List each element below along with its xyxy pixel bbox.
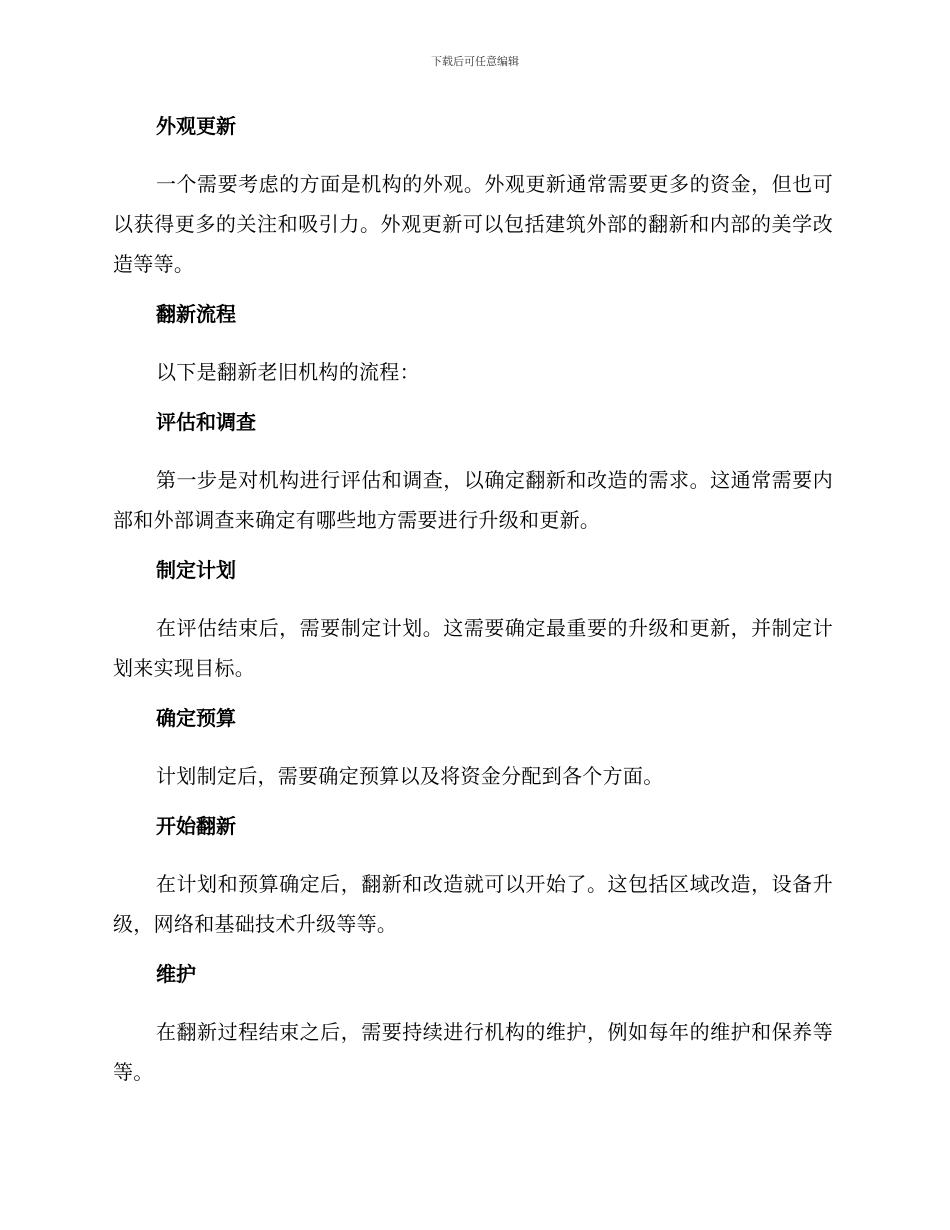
section-paragraph: 第一步是对机构进行评估和调查，以确定翻新和改造的需求。这通常需要内部和外部调查来确定有哪些地方需要进行升级和更新。 (113, 468, 833, 532)
section-heading: 确定预算 (156, 706, 236, 730)
section-heading: 翻新流程 (156, 302, 236, 326)
section-renovation-process (113, 298, 833, 392)
section-heading: 维护 (156, 962, 196, 986)
section-heading: 开始翻新 (156, 814, 236, 838)
section-heading: 外观更新 (156, 114, 236, 138)
section-paragraph: 以下是翻新老旧机构的流程： (156, 360, 420, 384)
section-paragraph: 在评估结束后，需要制定计划。这需要确定最重要的升级和更新，并制定计划来实现目标。 (113, 616, 833, 680)
section-paragraph: 计划制定后，需要确定预算以及将资金分配到各个方面。 (156, 764, 664, 788)
section-paragraph: 在计划和预算确定后，翻新和改造就可以开始了。这包括区域改造，设备升级，网络和基础技术升级等等。 (113, 872, 833, 936)
section-appearance-update (113, 110, 833, 284)
section-assessment (113, 406, 833, 540)
section-planning (113, 554, 833, 688)
section-paragraph: 在翻新过程结束之后，需要持续进行机构的维护，例如每年的维护和保养等等。 (113, 1020, 833, 1084)
section-heading: 制定计划 (156, 558, 236, 582)
section-maintenance (113, 958, 833, 1092)
section-paragraph: 一个需要考虑的方面是机构的外观。外观更新通常需要更多的资金，但也可以获得更多的关注和吸引力。外观更新可以包括建筑外部的翻新和内部的美学改造等等。 (113, 172, 833, 276)
section-start-renovation (113, 810, 833, 944)
page-header: 下载后可任意编辑 (431, 55, 519, 68)
document-body (113, 110, 833, 1106)
section-heading: 评估和调查 (156, 410, 256, 434)
section-budget (113, 702, 833, 796)
